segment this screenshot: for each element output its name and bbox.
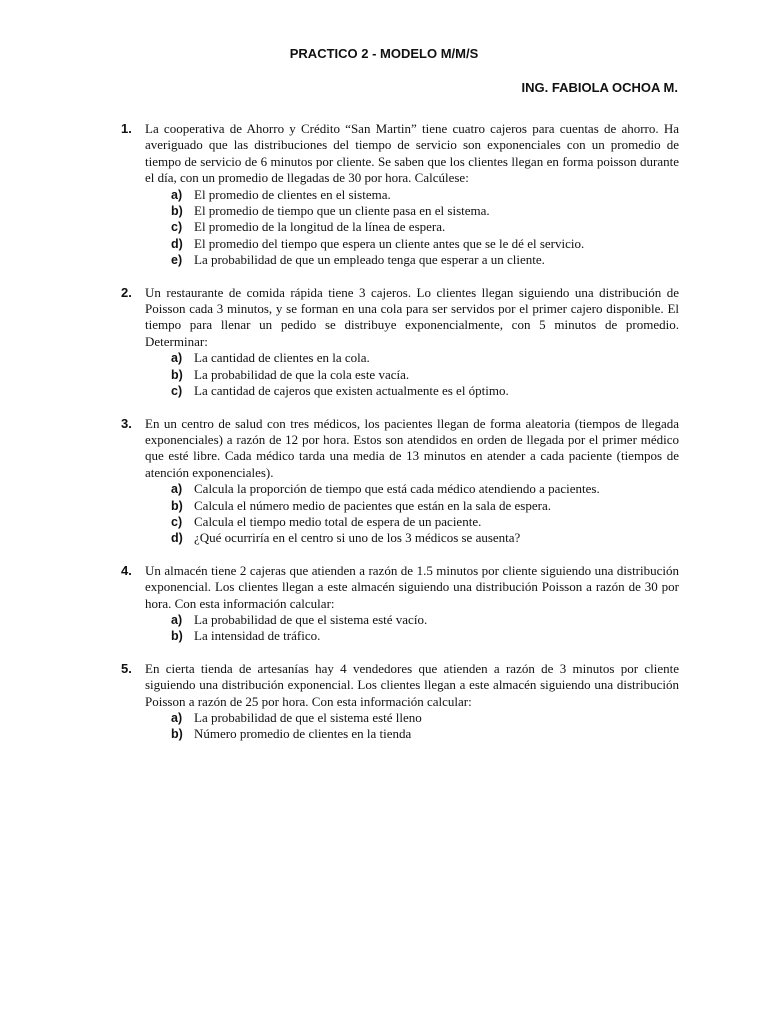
problem-3 xyxy=(121,416,679,547)
sub-question-letter: c) xyxy=(171,514,183,529)
sub-question xyxy=(145,252,679,268)
problem-4 xyxy=(121,563,679,645)
sub-question-letter: a) xyxy=(171,482,183,497)
sub-question xyxy=(145,612,679,628)
sub-question-letter: a) xyxy=(171,711,183,725)
sub-question-text: Número promedio de clientes en la tienda xyxy=(194,726,412,742)
sub-question-list xyxy=(145,612,679,645)
sub-question-letter: a) xyxy=(171,612,183,627)
sub-question xyxy=(145,187,679,203)
sub-question-letter: b) xyxy=(171,367,183,382)
problem-number: 1. xyxy=(121,121,132,136)
sub-question-list xyxy=(145,187,679,269)
problem-statement: En cierta tienda de artesanías hay 4 vendedores que atienden a razón de 3 minutos por cliente siguiendo una distribución exponencial. Los clientes llegan a este almacén siguiendo una distribución Poisson a razón de 25 por hora. Con esta información calcular: xyxy=(145,660,679,709)
sub-question-letter: c) xyxy=(171,384,183,399)
sub-question-text: La cantidad de clientes en la cola. xyxy=(194,350,370,366)
sub-question xyxy=(145,628,679,644)
sub-question xyxy=(145,367,679,383)
sub-question-letter: d) xyxy=(171,531,183,546)
problem-number: 4. xyxy=(121,562,132,578)
problem-5 xyxy=(121,661,679,743)
sub-question-text: Calcula el número medio de pacientes que están en la sala de espera. xyxy=(194,497,551,513)
sub-question-letter: c) xyxy=(171,220,183,235)
sub-question-letter: e) xyxy=(171,253,183,268)
problem-number: 3. xyxy=(121,415,132,431)
problem-statement: En un centro de salud con tres médicos, los pacientes llegan de forma aleatoria (tiempos de llegada exponenciales) a razón de 12 por hora. Estos son atendidos en orden de llegada por el primer médico que esté libre. Cada médico tarda una media de 13 minutos en atender a cada paciente (tiempos de atención exponenciales). xyxy=(145,415,679,480)
sub-question xyxy=(145,710,679,726)
sub-question-letter: a) xyxy=(171,351,183,366)
sub-question xyxy=(145,236,679,252)
sub-question-text: El promedio del tiempo que espera un cliente antes que se le dé el servicio. xyxy=(194,235,585,251)
sub-question-list xyxy=(145,710,679,743)
sub-question xyxy=(145,219,679,235)
problem-number: 5. xyxy=(121,660,132,676)
sub-question-list xyxy=(145,350,679,399)
sub-question-text: La probabilidad de que el sistema esté lleno xyxy=(194,710,422,725)
sub-question xyxy=(145,530,679,546)
sub-question-text: Calcula la proporción de tiempo que está cada médico atendiendo a pacientes. xyxy=(194,481,600,497)
sub-question xyxy=(145,498,679,514)
sub-question-text: La probabilidad de que el sistema esté vacío. xyxy=(194,611,428,627)
sub-question xyxy=(145,350,679,366)
problem-2 xyxy=(121,285,679,400)
sub-question-text: Calcula el tiempo medio total de espera de un paciente. xyxy=(194,513,482,529)
problem-statement: Un restaurante de comida rápida tiene 3 cajeros. Lo clientes llegan siguiendo una distribución de Poisson cada 3 minutos, y se forman en una cola para ser servidos por el primer cajero disponible. El tiempo para llenar un pedido se distribuye exponencialmente, con 5 minutos de promedio. Determinar: xyxy=(145,284,679,349)
sub-question-letter: b) xyxy=(171,727,183,742)
sub-question-text: La cantidad de cajeros que existen actualmente es el óptimo. xyxy=(194,383,509,399)
sub-question-text: La intensidad de tráfico. xyxy=(194,628,321,644)
sub-question-text: La probabilidad de que un empleado tenga que esperar a un cliente. xyxy=(194,252,545,268)
sub-question-list xyxy=(145,481,679,547)
sub-question-letter: b) xyxy=(171,498,183,513)
sub-question-letter: b) xyxy=(171,204,183,219)
problem-1 xyxy=(121,121,679,269)
sub-question xyxy=(145,726,679,742)
sub-question xyxy=(145,514,679,530)
sub-question xyxy=(145,481,679,497)
sub-question-text: La probabilidad de que la cola este vacía. xyxy=(194,366,410,382)
problem-number: 2. xyxy=(121,284,132,300)
sub-question-letter: d) xyxy=(171,236,183,251)
sub-question-text: El promedio de clientes en el sistema. xyxy=(194,186,391,202)
page-title: PRACTICO 2 - MODELO M/M/S xyxy=(289,46,479,61)
sub-question xyxy=(145,383,679,399)
sub-question xyxy=(145,203,679,219)
sub-question-text: ¿Qué ocurriría en el centro si uno de los 3 médicos se ausenta? xyxy=(194,530,521,546)
sub-question-text: El promedio de la longitud de la línea de espera. xyxy=(194,219,446,235)
sub-question-letter: a) xyxy=(171,187,183,202)
sub-question-letter: b) xyxy=(171,629,183,644)
sub-question-text: El promedio de tiempo que un cliente pasa en el sistema. xyxy=(194,203,490,219)
problem-statement: Un almacén tiene 2 cajeras que atienden a razón de 1.5 minutos por cliente siguiendo una distribución exponencial. Los clientes llegan a este almacén siguiendo una distribución Poisson a razón de 30 por hora. Con esta información calcular: xyxy=(145,562,679,611)
problem-list xyxy=(121,121,679,759)
author-name: ING. FABIOLA OCHOA M. xyxy=(521,80,678,95)
problem-statement: La cooperativa de Ahorro y Crédito “San Martin” tiene cuatro cajeros para cuentas de ahorro. Ha averiguado que las distribuciones del tiempo de servicio son exponenciales con un promedio de tiempo de servicio de 6 minutos por cliente. Se saben que los clientes llegan en forma poisson durante el día, con un promedio de llegadas de 30 por hora. Calcúlese: xyxy=(145,121,679,186)
